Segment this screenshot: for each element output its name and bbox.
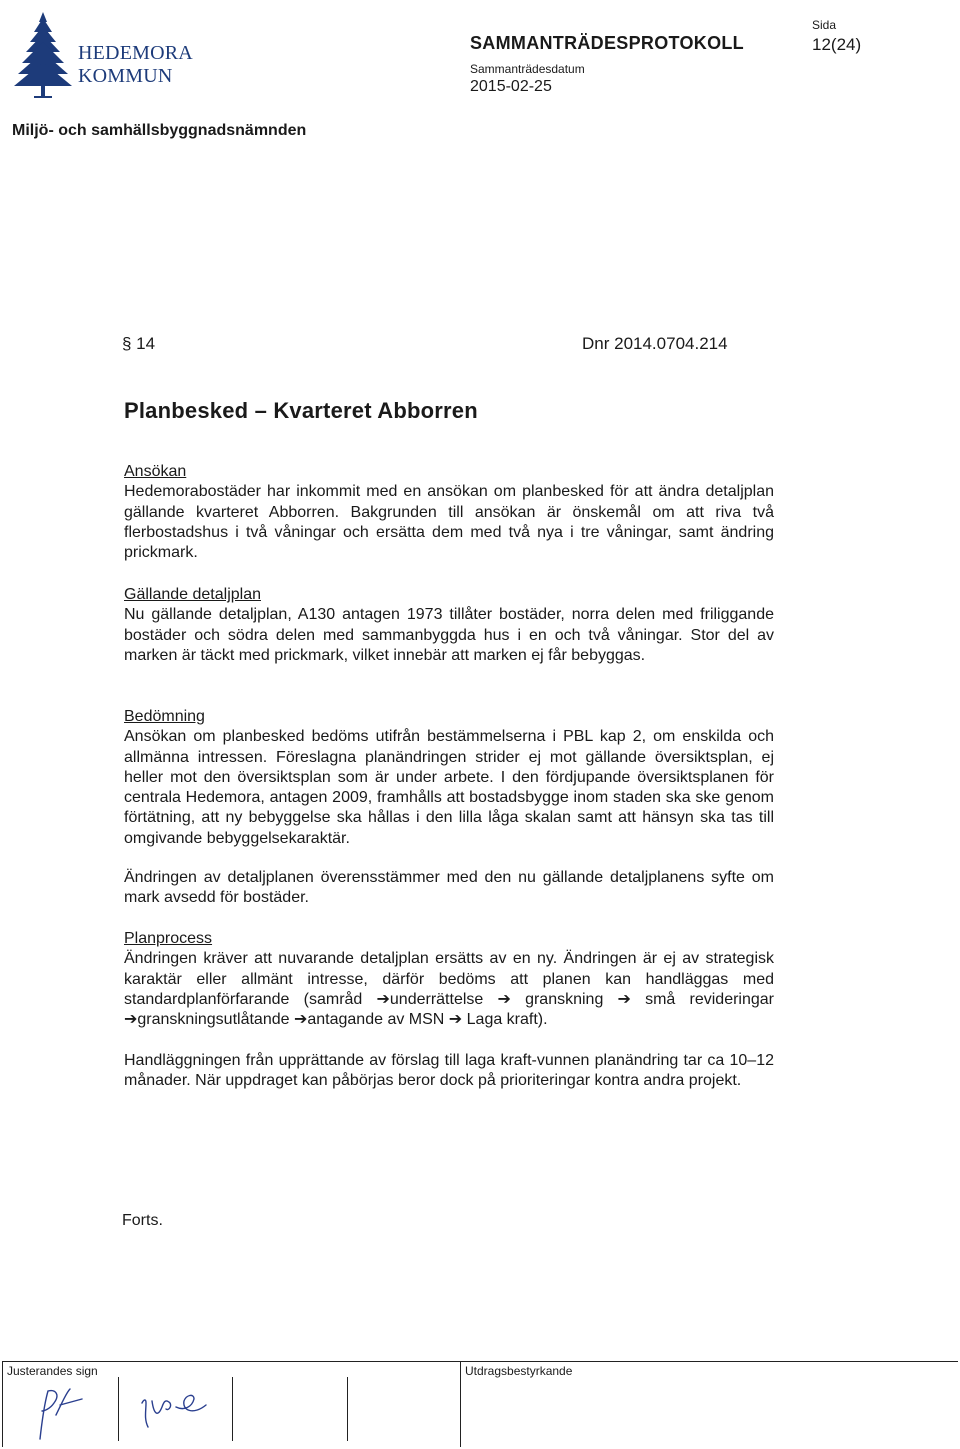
section-andring-syfte [124,868,774,909]
municipality-logo [12,8,252,100]
footer-divider [118,1377,119,1441]
case-number: Dnr 2014.0704.214 [582,334,728,353]
section-body: Ändringen av detaljplanen överensstämmer med den nu gällande detaljplanens syfte om mark avsedd för bostäder. [124,869,774,907]
utdragsbestyrkande-label: Utdragsbestyrkande [465,1364,573,1378]
spruce-tree-icon [12,8,74,100]
section-body: Handläggningen från upprättande av förslag till laga kraft-vunnen planändring tar ca 10–12 månader. När uppdraget kan påbörjas beror dock på prioriteringar kontra andra projekt. [124,1052,774,1090]
justerandes-sign-label: Justerandes sign [7,1364,98,1378]
section-planprocess [124,929,774,1030]
section-body: Hedemorabostäder har inkommit med en ansökan om planbesked för att ändra detaljplan gällande kvarteret Abborren. Bakgrunden till ansökan är önskemål om att riva två flerbostadshus i två våningar och ersätta dem med två nya i tre våningar, samt ändring prickmark. [124,483,774,562]
logo-text-line2: KOMMUN [78,65,173,87]
meeting-date-label: Sammanträdesdatum [470,62,585,76]
signature-initials-2 [136,1381,216,1431]
document-title: SAMMANTRÄDESPROTOKOLL [470,33,744,53]
section-body: Ändringen kräver att nuvarande detaljplan ersätts av en ny. Ändringen är ej av strategisk karaktär eller allmänt intresse, därför bedöms att planen kan handläggas med standardplanförfarande (samråd ➔underrättelse ➔ granskning ➔ små revideringar ➔granskningsutlåtande ➔antagande av MSN ➔ Laga kraft). [124,950,774,1029]
section-ansokan [124,462,774,563]
footer-top-rule [2,1361,958,1362]
section-heading: Planprocess [124,930,213,947]
section-handlaggning [124,1051,774,1092]
footer-divider [460,1361,461,1447]
matter-title: Planbesked – Kvarteret Abborren [124,398,478,423]
footer-divider [2,1361,3,1447]
logo-text-line1: HEDEMORA [78,42,193,64]
continued-note: Forts. [122,1212,163,1229]
page-label: Sida [812,18,837,32]
board-name: Miljö- och samhällsbyggnadsnämnden [12,122,307,139]
footer-divider [232,1377,233,1441]
signature-initials-1 [26,1381,96,1443]
section-heading: Ansökan [124,463,187,480]
section-body: Nu gällande detaljplan, A130 antagen 1973 tillåter bostäder, norra delen med friliggande bostäder och södra delen med sammanbyggda hus i en och två våningar. Stor del av marken är täckt med prickmark, vilket innebär att marken ej får bebyggas. [124,606,774,664]
section-gallande-detaljplan [124,585,774,666]
section-bedomning [124,707,774,849]
section-heading: Gällande detaljplan [124,586,261,603]
page-number: 12(24) [812,35,862,54]
section-heading: Bedömning [124,708,205,725]
footer-signature-table [2,1361,958,1447]
meeting-date: 2015-02-25 [470,78,552,95]
paragraph-number: § 14 [122,334,156,353]
section-body: Ansökan om planbesked bedöms utifrån bestämmelserna i PBL kap 2, om enskilda och allmänna intressen. Föreslagna planändringen strider ej mot gällande översiktsplan, ej heller mot den översiktsplan som är under arbete. I den fördjupande översiktsplanen för centrala Hedemora, antagen 2009, framhålls att bostadsbygge inom staden ska ske genom förtätning, att ny bebyggelse ska hållas i den lilla låga skalan samt att hänsyn ska tas till omgivande bebyggelsekaraktär. [124,728,774,847]
footer-divider [347,1377,348,1441]
